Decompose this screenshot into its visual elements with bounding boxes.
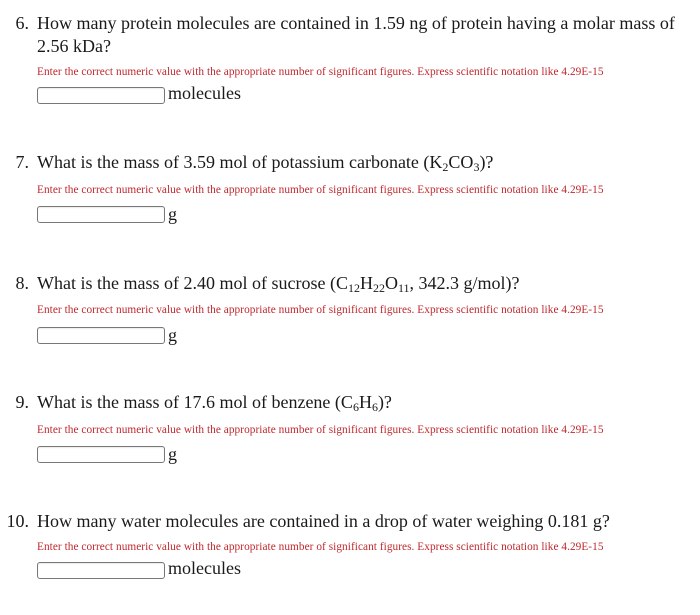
question-number: 6. <box>15 13 29 33</box>
answer-input-9[interactable] <box>37 446 165 463</box>
answer-unit: g <box>168 204 177 224</box>
answer-hint: Enter the correct numeric value with the appropriate number of significant figures. Express scientific notation like 4.29E-15 <box>37 304 604 316</box>
answer-input-6[interactable] <box>37 87 165 104</box>
question-text: What is the mass of 17.6 mol of benzene $(C_6H_6)$? <box>37 392 392 414</box>
answer-hint: Enter the correct numeric value with the appropriate number of significant figures. Express scientific notation like 4.29E-15 <box>37 184 604 196</box>
question-number: 9. <box>15 392 29 412</box>
answer-unit: molecules <box>168 83 241 103</box>
question-text-continued: 2.56 kDa? <box>37 36 111 56</box>
answer-hint: Enter the correct numeric value with the appropriate number of significant figures. Express scientific notation like 4.29E-15 <box>37 541 604 553</box>
answer-input-8[interactable] <box>37 327 165 344</box>
question-text: What is the mass of 3.59 mol of potassium carbonate $(K_2CO_3)$? <box>37 152 494 174</box>
answer-hint: Enter the correct numeric value with the appropriate number of significant figures. Express scientific notation like 4.29E-15 <box>37 424 604 436</box>
answer-hint: Enter the correct numeric value with the appropriate number of significant figures. Express scientific notation like 4.29E-15 <box>37 66 604 78</box>
question-text: How many water molecules are contained in a drop of water weighing 0.181 g? <box>37 511 610 531</box>
answer-input-7[interactable] <box>37 206 165 223</box>
question-number: 8. <box>15 273 29 293</box>
question-number: 7. <box>15 152 29 172</box>
answer-unit: g <box>168 444 177 464</box>
answer-unit: molecules <box>168 558 241 578</box>
question-number: 10. <box>6 511 29 531</box>
answer-unit: g <box>168 325 177 345</box>
answer-input-10[interactable] <box>37 562 165 579</box>
question-text: How many protein molecules are contained in 1.59 ng of protein having a molar mass of <box>37 13 675 33</box>
question-text: What is the mass of 2.40 mol of sucrose ($C_{12}H_{22}O_{11}$, 342.3 g/mol)? <box>37 273 520 295</box>
